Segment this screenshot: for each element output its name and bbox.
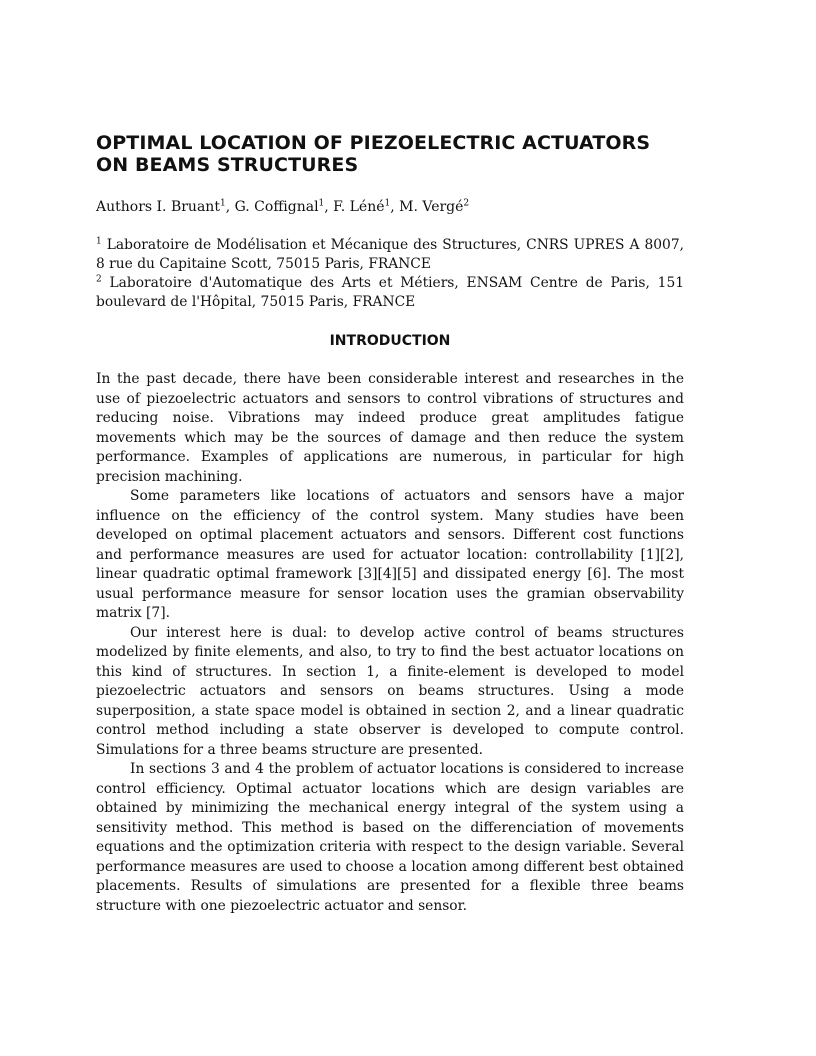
affiliation-2-text: Laboratoire d'Automatique des Arts et Métiers, ENSAM Centre de Paris, 151 boulevard de l'Hôpital, 75015 Paris, FRANCE (96, 275, 684, 310)
affiliation-1-mark: 1 (96, 236, 102, 247)
affiliation-1 (96, 236, 684, 274)
affiliation-2-mark: 2 (96, 274, 102, 285)
author-4: , M. Vergé (390, 199, 464, 215)
body-paragraph: In sections 3 and 4 the problem of actuator locations is considered to increase control efficiency. Optimal actuator locations which are design variables are obtained by minimizing the mechanical energy integral of the system using a sensitivity method. This method is based on the differenciation of movements equations and the optimization criteria with respect to the design variable. Several performance measures are used to choose a location among different best obtained placements. Results of simulations are presented for a flexible three beams structure with one piezoelectric actuator and sensor. (96, 761, 684, 914)
author-4-affiliation-mark: 2 (463, 198, 470, 209)
body-paragraph: Some parameters like locations of actuators and sensors have a major influence on the efficiency of the control system. Many studies have been developed on optimal placement actuators and sensors. Different cost functions and performance measures are used for actuator location: controllability [1][2], linear quadratic optimal framework [3][4][5] and dissipated energy [6]. The most usual performance measure for sensor location uses the gramian observability matrix [7]. (96, 488, 684, 621)
author-3: , F. Léné (324, 199, 385, 215)
paper-title: OPTIMAL LOCATION OF PIEZOELECTRIC ACTUATORS ON BEAMS STRUCTURES (96, 132, 651, 176)
author-1: Authors I. Bruant (96, 199, 220, 215)
affiliation-1-text: Laboratoire de Modélisation et Mécanique des Structures, CNRS UPRES A 8007, 8 rue du Capitaine Scott, 75015 Paris, FRANCE (96, 237, 684, 272)
body-paragraph: Our interest here is dual: to develop active control of beams structures modelized by finite elements, and also, to try to find the best actuator locations on this kind of structures. In section 1, a finite-element is developed to model piezoelectric actuators and sensors on beams structures. Using a mode superposition, a state space model is obtained in section 2, and a linear quadratic control method including a state observer is developed to compute control. Simulations for a three beams structure are presented. (96, 624, 684, 758)
author-3-affiliation-mark: 1 (384, 198, 391, 209)
paper-page (96, 132, 684, 916)
author-2-affiliation-mark: 1 (318, 198, 325, 209)
body-paragraph: In the past decade, there have been considerable interest and researches in the use of piezoelectric actuators and sensors to control vibrations of structures and reducing noise. Vibrations may indeed produce great amplitudes fatigue movements which may be the sources of damage and then reduce the system performance. Examples of applications are numerous, in particular for high precision machining. (96, 371, 684, 485)
section-heading-introduction: INTRODUCTION (329, 333, 451, 349)
affiliation-2 (96, 274, 684, 312)
author-2: , G. Coffignal (225, 199, 319, 215)
author-list (96, 198, 684, 216)
author-1-affiliation-mark: 1 (219, 198, 226, 209)
